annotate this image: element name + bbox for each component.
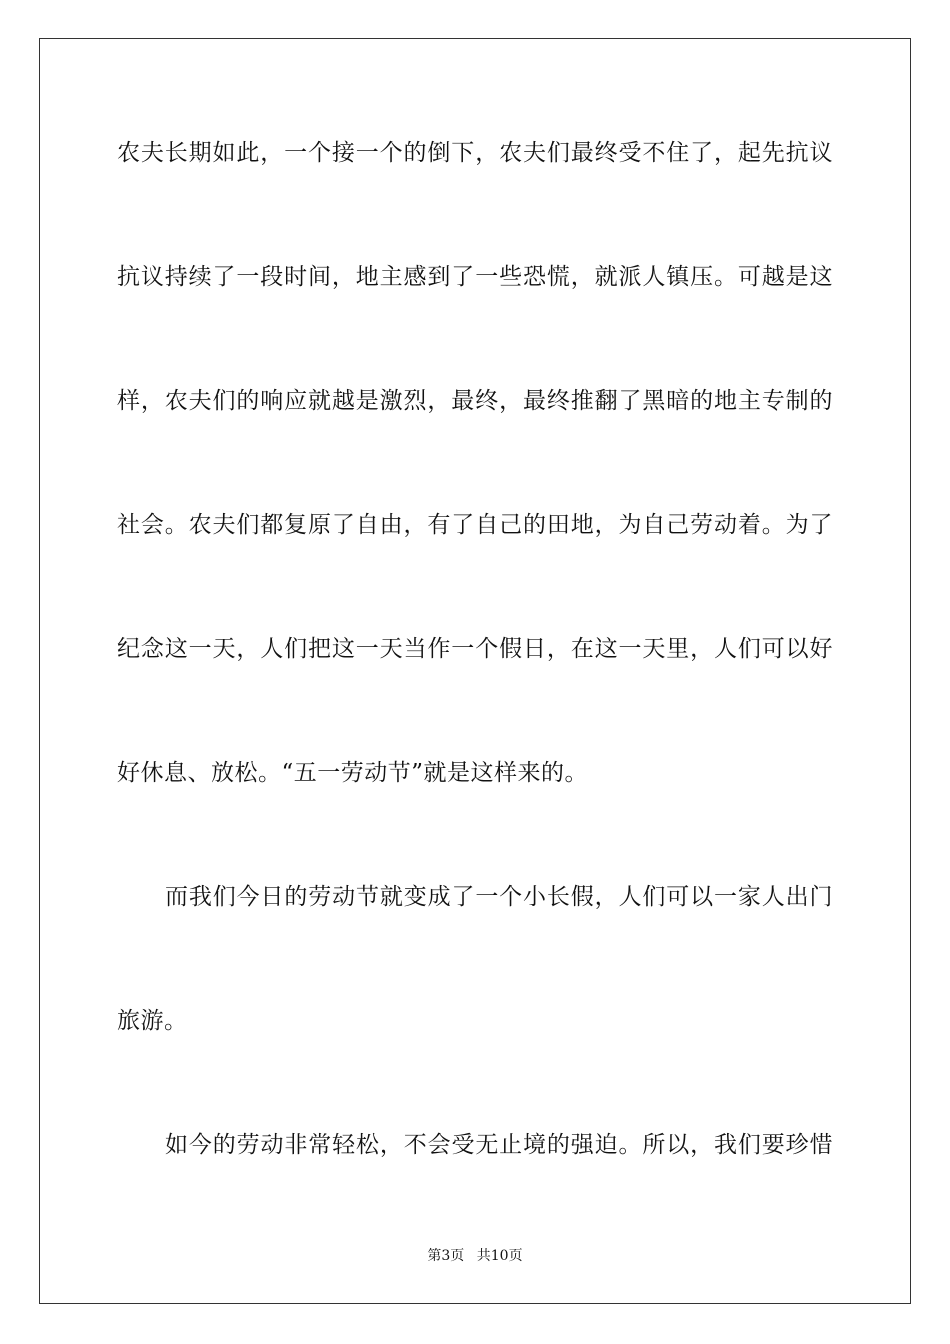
paragraph-line: 而我们今日的劳动节就变成了一个小长假，人们可以一家人出门	[165, 884, 833, 910]
page-footer	[0, 1247, 950, 1265]
paragraph-line: 如今的劳动非常轻松，不会受无止境的强迫。所以，我们要珍惜	[165, 1132, 833, 1158]
paragraph-line: 抗议持续了一段时间，地主感到了一些恐慌，就派人镇压。可越是这	[117, 264, 833, 290]
page-border	[39, 38, 911, 1304]
page-number: 第3页	[427, 1248, 465, 1264]
paragraph-line: 旅游。	[117, 1008, 188, 1034]
paragraph-line: 社会。农夫们都复原了自由，有了自己的田地，为自己劳动着。为了	[117, 512, 833, 538]
paragraph-line: 好休息、放松。“五一劳动节”就是这样来的。	[117, 760, 589, 786]
paragraph-line: 纪念这一天，人们把这一天当作一个假日，在这一天里，人们可以好	[117, 636, 833, 662]
paragraph-line: 农夫长期如此，一个接一个的倒下，农夫们最终受不住了，起先抗议	[117, 140, 833, 166]
page-total: 共10页	[476, 1248, 523, 1264]
paragraph-line: 样，农夫们的响应就越是激烈，最终，最终推翻了黑暗的地主专制的	[117, 388, 833, 414]
